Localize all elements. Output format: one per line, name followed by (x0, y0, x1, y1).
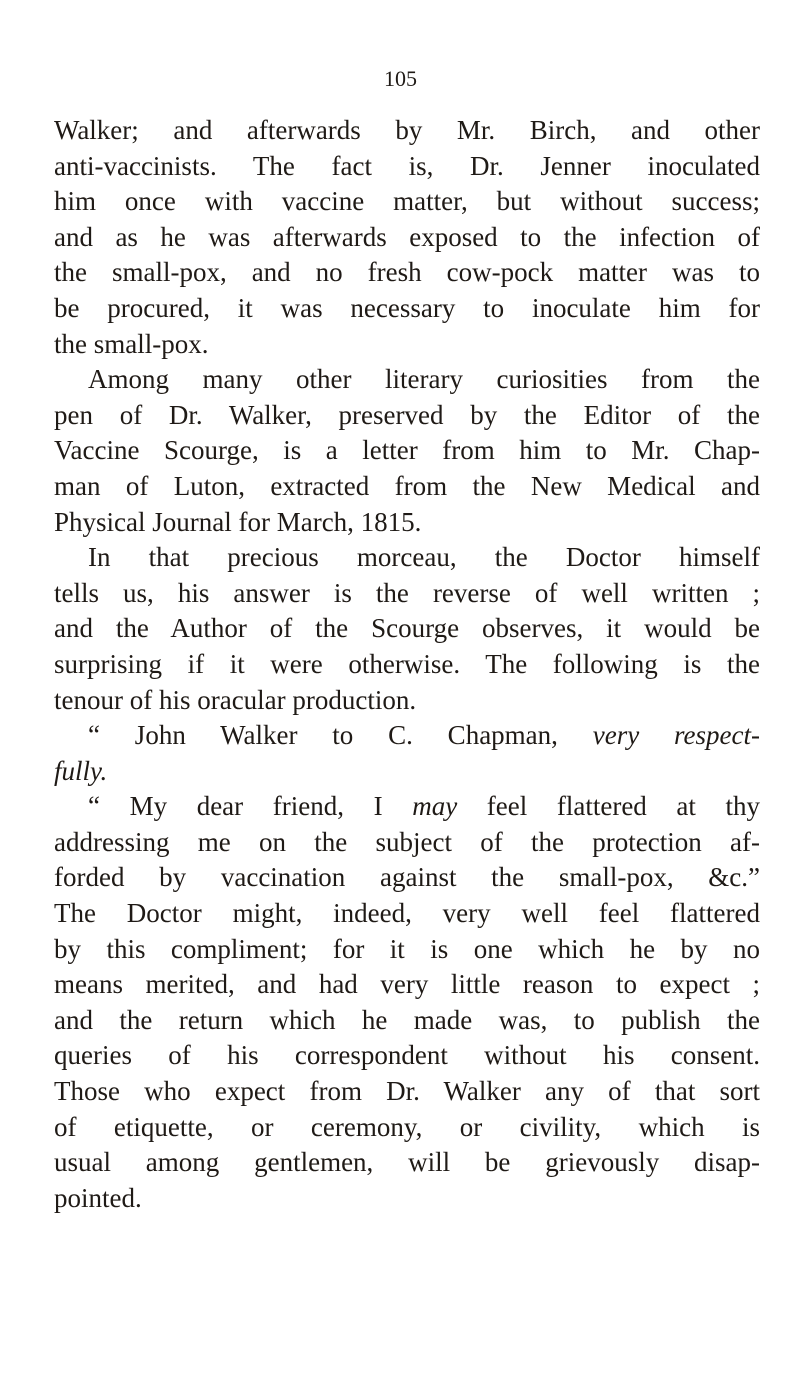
text-line (54, 1181, 760, 1217)
text-line-content: him once with vaccine matter, but without success; (54, 186, 760, 217)
text-line (54, 433, 760, 469)
text-line (54, 896, 760, 932)
text-line-content: and the return which he made was, to publish the (54, 1004, 760, 1035)
text-line (54, 754, 760, 790)
text-line (54, 505, 760, 541)
text-line-content: In that precious morceau, the Doctor himself (88, 542, 760, 573)
text-line-content: be procured, it was necessary to inoculate him for (54, 292, 760, 323)
text-line-content: The Doctor might, indeed, very well feel flattered (54, 898, 760, 929)
text-line (54, 149, 760, 185)
text-line (54, 1110, 760, 1146)
text-line-content: Those who expect from Dr. Walker any of that sort (54, 1076, 760, 1107)
italic-text: may (412, 791, 458, 822)
text-line-content: the small-pox, and no fresh cow-pock matter was to (54, 257, 760, 288)
text-line-content: man of Luton, extracted from the New Medical and (54, 470, 760, 501)
text-line-content: pointed. (54, 1182, 142, 1213)
text-line-content: “ My dear friend, I (88, 791, 413, 822)
text-line (54, 184, 760, 220)
text-line (54, 540, 760, 576)
text-line-content: queries of his correspondent without his consent. (54, 1040, 760, 1071)
text-line-content: the small-pox. (54, 328, 209, 359)
text-line-content: means merited, and had very little reason to expect ; (54, 969, 760, 1000)
text-line (54, 1003, 760, 1039)
text-line (54, 611, 760, 647)
text-line (54, 1074, 760, 1110)
text-line (54, 576, 760, 612)
text-line (54, 469, 760, 505)
text-line-content: surprising if it were otherwise. The following is the (54, 648, 760, 679)
text-line-content: and as he was afterwards exposed to the infection of (54, 221, 760, 252)
text-line (54, 220, 760, 256)
text-line (54, 255, 760, 291)
text-line (54, 327, 760, 363)
text-line-continuation: feel flattered at thy (457, 791, 760, 822)
text-line-content: pen of Dr. Walker, preserved by the Editor of the (54, 399, 760, 430)
text-line-content: “ John Walker to C. Chapman, (88, 720, 593, 751)
text-line (54, 683, 760, 719)
body-text (54, 113, 760, 1216)
text-line (54, 967, 760, 1003)
text-line (54, 789, 760, 825)
text-line-content: addressing me on the subject of the protection af- (54, 826, 760, 857)
text-line-content: tells us, his answer is the reverse of well written ; (54, 577, 760, 608)
text-line (54, 825, 760, 861)
text-line (54, 932, 760, 968)
text-line (54, 647, 760, 683)
text-line-content: Vaccine Scourge, is a letter from him to Mr. Chap- (54, 435, 760, 466)
text-line-content: by this compliment; for it is one which he by no (54, 933, 760, 964)
text-line-content: forded by vaccination against the small-pox, &c.” (54, 862, 760, 893)
text-line (54, 1038, 760, 1074)
text-line (54, 398, 760, 434)
italic-text: very respect- (592, 720, 760, 751)
page-number: 105 (384, 66, 417, 91)
text-line (54, 1145, 760, 1181)
text-line-content: of etiquette, or ceremony, or civility, which is (54, 1111, 760, 1142)
text-line-content: Physical Journal for March, 1815. (54, 506, 422, 537)
text-line (54, 362, 760, 398)
text-line (54, 860, 760, 896)
text-line (54, 113, 760, 149)
text-line-content: anti-vaccinists. The fact is, Dr. Jenner inoculated (54, 150, 760, 181)
text-line-content: Walker; and afterwards by Mr. Birch, and other (54, 115, 760, 145)
text-line-content: Among many other literary curiosities from the (88, 364, 760, 395)
text-line (54, 291, 760, 327)
text-line-content: and the Author of the Scourge observes, it would be (54, 613, 760, 644)
italic-text: fully. (54, 755, 108, 786)
text-line-content: usual among gentlemen, will be grievously disap- (54, 1147, 760, 1178)
text-line (54, 718, 760, 754)
text-line-content: tenour of his oracular production. (54, 684, 417, 715)
